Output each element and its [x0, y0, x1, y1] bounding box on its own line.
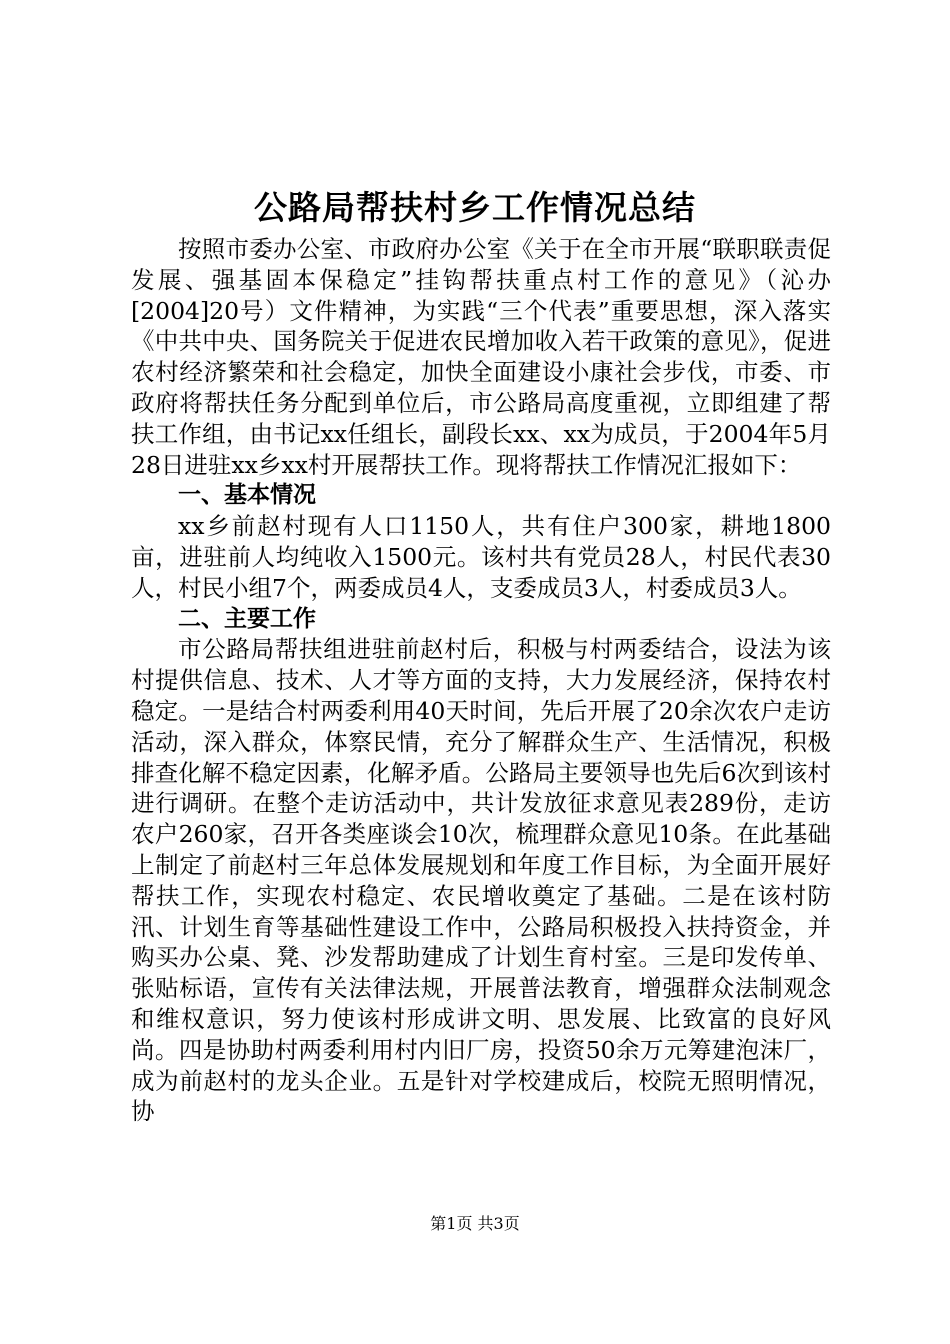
- intro-paragraph: 按照市委办公室、市政府办公室《关于在全市开展“联职联责促发展、强基固本保稳定”挂钩帮扶重点村工作的意见》（沁办[2004]20号）文件精神，为实践“三个代表”重要思想，深入落实《中共中央、国务院关于促进农民增加收入若干政策的意见》，促进农村经济繁荣和社会稳定，加快全面建设小康社会步伐，市委、市政府将帮扶任务分配到单位后，市公路局高度重视，立即组建了帮扶工作组，由书记xx任组长，副段长xx、xx为成员，于2004年5月28日进驻xx乡xx村开展帮扶工作。现将帮扶工作情况汇报如下：: [131, 235, 831, 479]
- main-work-paragraph: 市公路局帮扶组进驻前赵村后，积极与村两委结合，设法为该村提供信息、技术、人才等方面的支持，大力发展经济，保持农村稳定。一是结合村两委利用40天时间，先后开展了20余次农户走访活动，深入群众，体察民情，充分了解群众生产、生活情况，积极排查化解不稳定因素，化解矛盾。公路局主要领导也先后6次到该村进行调研。在整个走访活动中，共计发放征求意见表289份，走访农户260家，召开各类座谈会10次，梳理群众意见10条。在此基础上制定了前赵村三年总体发展规划和年度工作目标，为全面开展好帮扶工作，实现农村稳定、农民增收奠定了基础。二是在该村防汛、计划生育等基础性建设工作中，公路局积极投入扶持资金，并购买办公桌、凳、沙发帮助建成了计划生育村室。三是印发传单、张贴标语，宣传有关法律法规，开展普法教育，增强群众法制观念和维权意识，努力使该村形成讲文明、思发展、比致富的良好风尚。四是协助村两委利用村内旧厂房，投资50余万元筹建泡沫厂，成为前赵村的龙头企业。五是针对学校建成后，校院无照明情况，协: [131, 635, 831, 1126]
- section-heading-main-work: 二、主要工作: [178, 605, 316, 632]
- basic-situation-paragraph: xx乡前赵村现有人口1150人，共有住户300家，耕地1800亩，进驻前人均纯收入1500元。该村共有党员28人，村民代表30人，村民小组7个，两委成员4人，支委成员3人，村委成员3人。: [131, 512, 831, 602]
- section-heading-basic-situation: 一、基本情况: [178, 482, 316, 509]
- page-number: 第1页: [430, 1214, 473, 1233]
- page-footer: [0, 1213, 950, 1235]
- page-total: 共3页: [477, 1214, 520, 1233]
- document-title: 公路局帮扶村乡工作情况总结: [254, 188, 696, 227]
- document-body: [131, 234, 831, 1127]
